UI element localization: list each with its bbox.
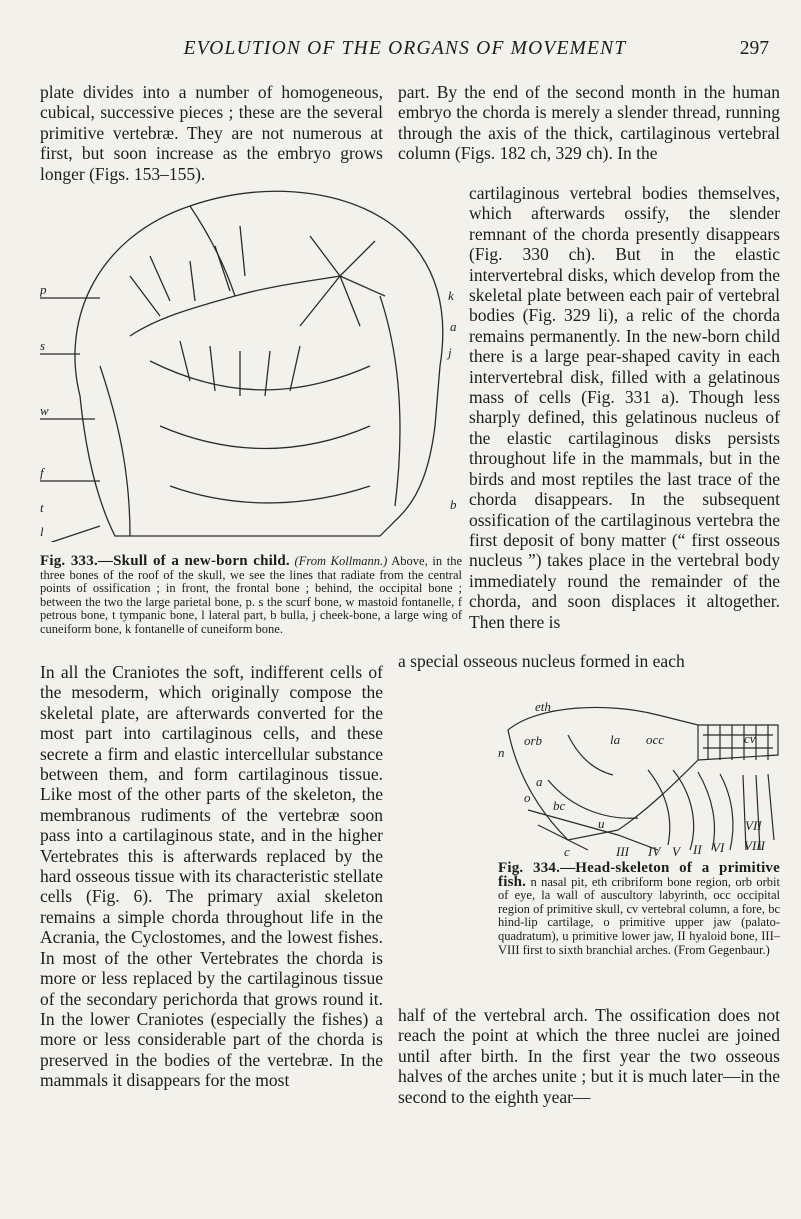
- figure-333-label-b: b: [450, 497, 457, 512]
- right-top-paragraph: part. By the end of the second month in the human embryo the chorda is merely a slender thread, running through the axis of the thick, cartilaginous vertebral column (Figs. 182 ch, 329 ch). In the: [398, 82, 780, 164]
- figure-333-label-a: a: [450, 319, 457, 334]
- figure-334-caption: [498, 862, 780, 957]
- figure-333-caption: [40, 555, 462, 637]
- figure-334-label-bc: bc: [553, 798, 566, 813]
- figure-334-caption-title: Fig. 334.—Head-skeleton of a primitive fish.: [498, 860, 780, 890]
- figure-334-label-viii: VIII: [744, 838, 765, 853]
- right-wrap-paragraph: cartilaginous vertebral bodies themselves, which afterwards ossify, the slender remnant of the chorda presently disappears (Fig. 330 ch). But in the elastic intervertebral disks, which develop from the skeletal plate between each pair of vertebral bodies (Fig. 329 li), a relic of the chorda remains permanently. In the new-born child there is a large pear-shaped cavity in each intervertebral disk, filled with a gelatinous mass of cells (Fig. 331 a). Though less sharply defined, this gelatinous nucleus of the elastic cartilaginous disks persists throughout life in the mammals, but in the birds and most reptiles the last trace of the chorda disappears. In the subsequent ossification of the cartilaginous vertebra the first deposit of bony matter (“ first osseous nucleus ”) takes place in the vertebral body immediately round the remainder of the chorda, and soon displaces it altogether. Then there is: [469, 183, 780, 632]
- figure-333-label-f: f: [40, 465, 44, 480]
- figure-334-label-a: a: [536, 774, 543, 789]
- figure-333-caption-title: Fig. 333.—Skull of a new-born child.: [40, 553, 290, 569]
- right-last-paragraph: half of the vertebral arch. The ossification does not reach the point at which the three nuclei are joined until after birth. In the first year the two osseous halves of the arches unite ; but it is much later—in the second to the eighth year—: [398, 1005, 780, 1107]
- figure-334-label-iv: IV: [648, 844, 661, 859]
- figure-333-label-s: s: [40, 338, 46, 353]
- figure-333-label-l: l: [40, 524, 44, 539]
- figure-333-skull-illustration: [40, 166, 462, 542]
- figure-333-caption-body: Above, in the three bones of the roof of the skull, we see the lines that radiate from the central points of ossification ; in front, the frontal bone ; behind, the occipital bone ; between the two the large parietal bone, p. s the scurf bone, w mastoid fontanelle, f petrous bone, t tympanic bone, l lateral part, b bulla, j cheek-bone, a large wing of cuneiform bone, k fontanelle of cuneiform bone.: [40, 554, 463, 636]
- figure-334-label-la: la: [610, 732, 621, 747]
- figure-334-label-u: u: [598, 816, 605, 831]
- figure-334-label-eth: eth: [535, 700, 551, 714]
- left-top-paragraph: plate divides into a number of homogeneous, cubical, successive pieces ; these are the several primitive vertebræ. They are not numerous at first, but soon increase as the embryo grows longer (Figs. 153–155).: [40, 82, 383, 184]
- figure-334-label-ii: II: [693, 842, 702, 857]
- page-number: 297: [739, 38, 769, 59]
- figure-333-caption-source: (From Kollmann.): [294, 554, 388, 568]
- figure-334-label-vii: VII: [745, 818, 762, 833]
- figure-333-label-k: k: [448, 288, 454, 303]
- figure-333-label-p: p: [40, 282, 47, 297]
- figure-334-label-occ: occ: [646, 732, 665, 747]
- figure-334-label-o: o: [524, 790, 531, 805]
- left-bottom-paragraph: In all the Craniotes the soft, indifferent cells of the mesoderm, which originally compose the skeletal plate, are afterwards converted for the most part into cartilaginous cells, and these secrete a firm and elastic intercellular substance between them, and form cartilaginous tissue. Like most of the other parts of the skeleton, the membranous rudiments of the vertebræ soon pass into a cartilaginous state, and in the higher Vertebrates this is afterwards replaced by the hard osseous tissue with its characteristic stellate cells (Fig. 6). The primary axial skeleton remains a simple chorda throughout life in the Acrania, the Cyclostomes, and the lowest fishes. In most of the other Vertebrates the chorda is more or less replaced by the cartilaginous tissue of the secondary perichorda that grows round it. In the lower Craniotes (especially the fishes) a more or less considerable part of the chorda is preserved in the bodies of the vertebræ. In the mammals it disappears for the most: [40, 662, 383, 1091]
- figure-334-label-c: c: [564, 844, 570, 859]
- figure-334-label-v: V: [672, 844, 680, 859]
- figure-333-label-j: j: [448, 345, 452, 360]
- figure-334-label-vi: VI: [712, 840, 725, 855]
- figure-334-fish-skull-illustration: [498, 700, 780, 860]
- figure-334-label-cv: cv: [744, 731, 756, 746]
- figure-334-label-iii: III: [616, 844, 629, 859]
- figure-334-label-orb: orb: [524, 733, 543, 748]
- right-lower-paragraph: a special osseous nucleus formed in each: [398, 651, 685, 671]
- figure-334-label-n: n: [498, 745, 505, 760]
- figure-334-caption-body: n nasal pit, eth cribriform bone region, orb orbit of eye, la wall of auscultory labyrinth, occ occipital region of primitive skull, cv vertebral column, a fore, bc hind-lip cartilage, o primitive upper jaw (palato-quadratum), u primitive lower jaw, II hyaloid bone, III–VIII first to sixth branchial arches. (From Gegenbaur.): [498, 874, 780, 957]
- figure-333-label-w: w: [40, 403, 49, 418]
- figure-333-label-t: t: [40, 500, 44, 515]
- running-title: EVOLUTION OF THE ORGANS OF MOVEMENT: [183, 38, 627, 59]
